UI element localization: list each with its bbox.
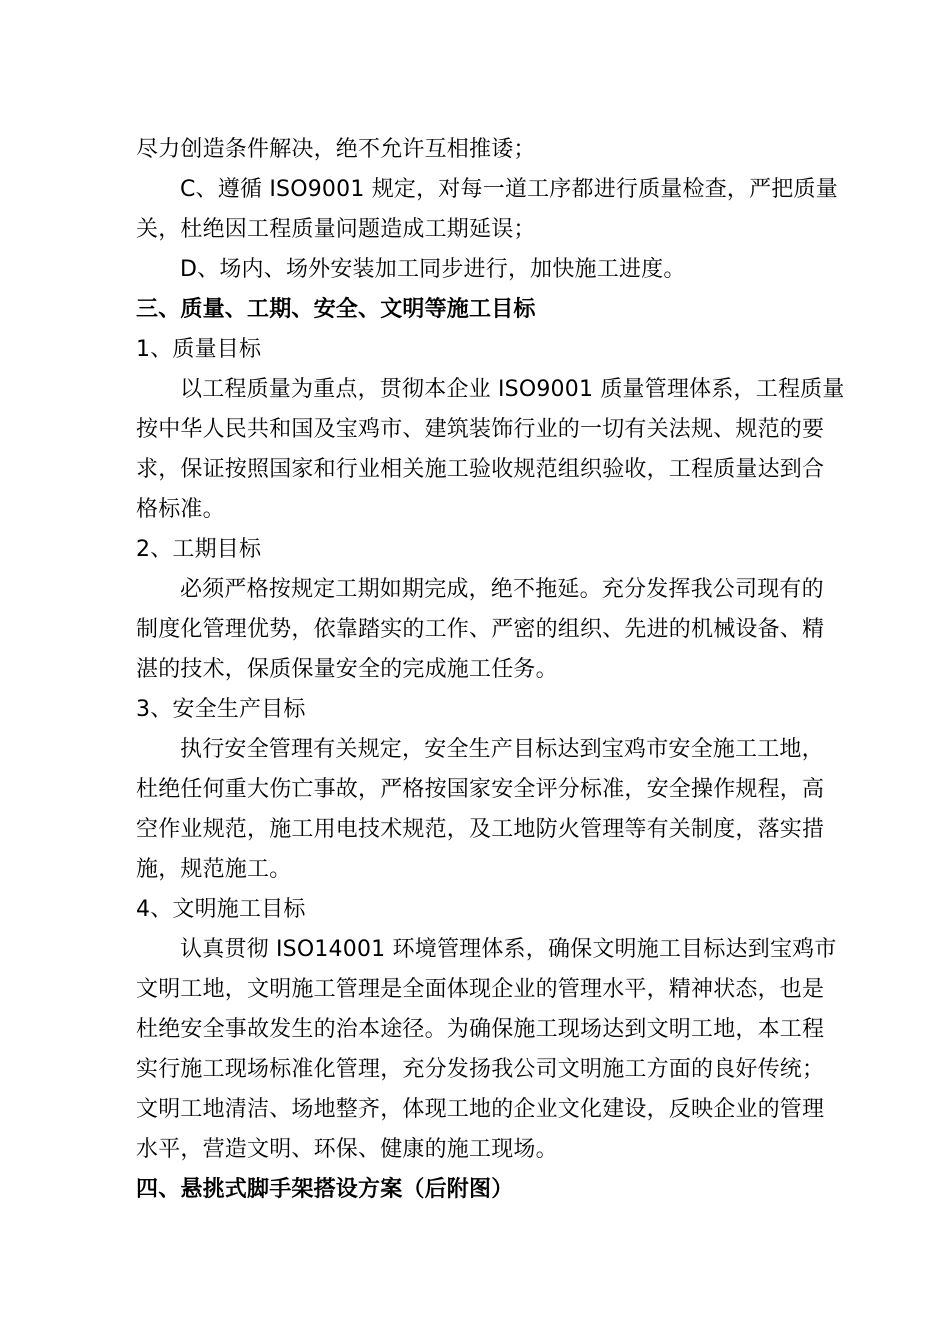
text-line: 关，杜绝因工程质量问题造成工期延误；: [136, 217, 536, 242]
text-line: 水平，营造文明、环保、健康的施工现场。: [136, 1137, 558, 1162]
text-line: 湛的技术，保质保量安全的完成施工任务。: [136, 657, 558, 682]
text-line: 格标准。: [136, 497, 225, 522]
text-line: 杜绝安全事故发生的治本途径。为确保施工现场达到文明工地，本工程: [136, 1017, 825, 1042]
text-line: 以工程质量为重点，贯彻本企业 ISO9001 质量管理体系，工程质量: [180, 377, 845, 402]
subsection-heading: 1、质量目标: [136, 337, 262, 362]
subsection-heading: 4、文明施工目标: [136, 897, 306, 922]
text-line: 空作业规范，施工用电技术规范，及工地防火管理等有关制度，落实措: [136, 817, 825, 842]
document-body: [136, 130, 845, 1210]
text-line: 制度化管理优势，依靠踏实的工作、严密的组织、先进的机械设备、精: [136, 617, 825, 642]
text-line: 执行安全管理有关规定，安全生产目标达到宝鸡市安全施工工地，: [180, 737, 824, 762]
text-line: C、遵循 ISO9001 规定，对每一道工序都进行质量检查，严把质量: [180, 177, 838, 202]
text-line: 实行施工现场标准化管理，充分发扬我公司文明施工方面的良好传统；: [136, 1057, 825, 1082]
text-line: 按中华人民共和国及宝鸡市、建筑装饰行业的一切有关法规、规范的要: [136, 417, 825, 442]
text-line: 杜绝任何重大伤亡事故，严格按国家安全评分标准，安全操作规程，高: [136, 777, 825, 802]
section-heading: 三、质量、工期、安全、文明等施工目标: [136, 297, 536, 322]
subsection-heading: 3、安全生产目标: [136, 697, 306, 722]
text-line: 认真贯彻 ISO14001 环境管理体系，确保文明施工目标达到宝鸡市: [180, 937, 837, 962]
text-line: 文明工地清洁、场地整齐，体现工地的企业文化建设，反映企业的管理: [136, 1097, 825, 1122]
text-line: 必须严格按规定工期如期完成，绝不拖延。充分发挥我公司现有的: [180, 577, 824, 602]
section-heading: 四、悬挑式脚手架搭设方案（后附图）: [136, 1177, 514, 1202]
text-line: 文明工地，文明施工管理是全面体现企业的管理水平，精神状态，也是: [136, 977, 825, 1002]
text-line: 施，规范施工。: [136, 857, 292, 882]
subsection-heading: 2、工期目标: [136, 537, 262, 562]
text-line: 求，保证按照国家和行业相关施工验收规范组织验收，工程质量达到合: [136, 457, 825, 482]
text-line: D、场内、场外安装加工同步进行，加快施工进度。: [180, 257, 686, 282]
text-line: 尽力创造条件解决，绝不允许互相推诿；: [136, 137, 536, 162]
